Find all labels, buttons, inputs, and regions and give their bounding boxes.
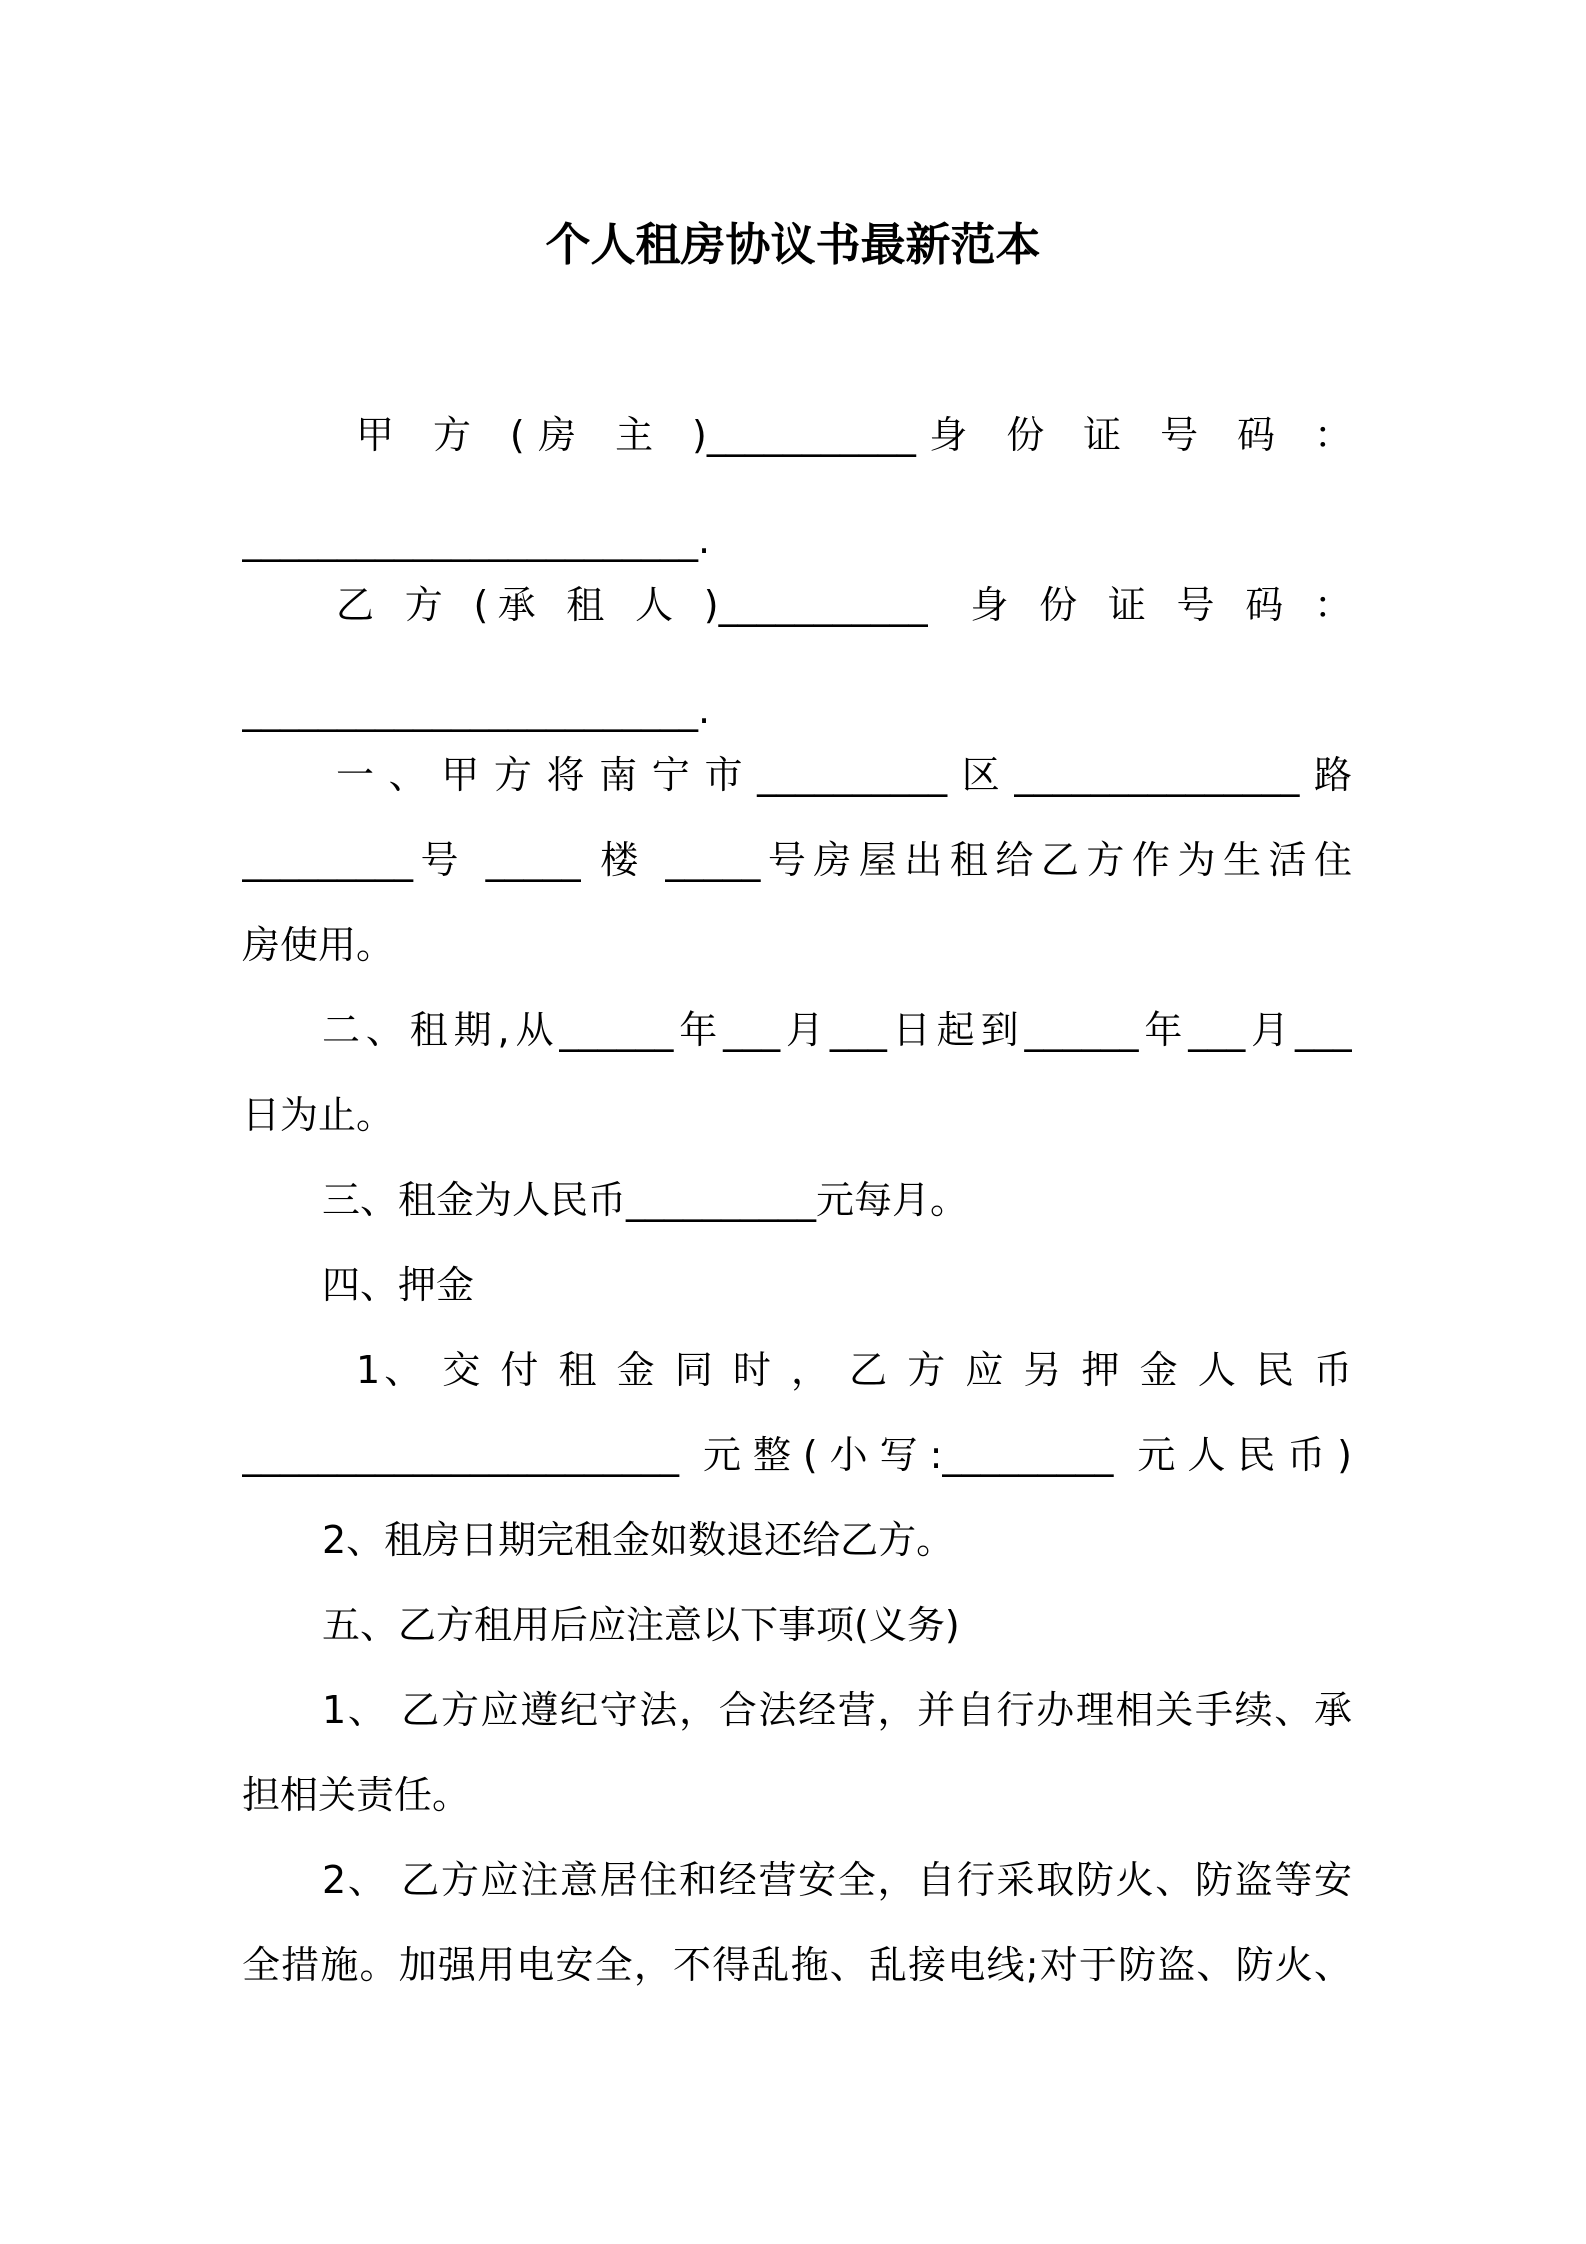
clause-1-line-2: _________号 _____ 楼 _____号房屋出租给乙方作为生活住 [242, 838, 1352, 882]
clause-5-heading: 五、乙方租用后应注意以下事项(义务) [322, 1603, 960, 1647]
party-b-line: 乙 方 (承 租 人 )___________ 身 份 证 号 码 ： [336, 583, 1352, 627]
clause-4-item-2: 2、租房日期完租金如数退还给乙方。 [322, 1518, 955, 1562]
clause-1-line-3: 房使用。 [242, 923, 395, 967]
clause-2-line-1: 二、租期,从______年___月___日起到______年___月___ [322, 1008, 1352, 1052]
party-a-line: 甲 方 (房 主 )___________身 份 证 号 码 ： [356, 413, 1352, 457]
clause-5-item-1-line-1: 1、 乙方应遵纪守法，合法经营，并自行办理相关手续、承 [322, 1688, 1352, 1732]
clause-2-line-2: 日为止。 [242, 1093, 395, 1137]
clause-4-heading: 四、押金 [322, 1263, 475, 1307]
clause-4-item-1-line-2: _______________________ 元整(小写:_________ 元人民币) [242, 1433, 1352, 1477]
party-b-id-blank: ________________________. [242, 688, 711, 732]
party-a-id-blank: ________________________. [242, 518, 711, 562]
document-title: 个人租房协议书最新范本 [545, 218, 1041, 271]
clause-5-item-1-line-2: 担相关责任。 [242, 1773, 471, 1817]
clause-3-line: 三、租金为人民币__________元每月。 [322, 1178, 969, 1222]
clause-5-item-2-line-1: 2、 乙方应注意居住和经营安全，自行采取防火、防盗等安 [322, 1858, 1352, 1902]
clause-1-line-1: 一、甲方将南宁市__________区_______________路 [336, 753, 1352, 797]
clause-5-item-2-line-2: 全措施。加强用电安全，不得乱拖、乱接电线;对于防盗、防火、 [242, 1943, 1352, 1987]
clause-4-item-1-line-1: 1、 交 付 租 金 同 时 ， 乙 方 应 另 押 金 人 民 币 [356, 1348, 1352, 1392]
